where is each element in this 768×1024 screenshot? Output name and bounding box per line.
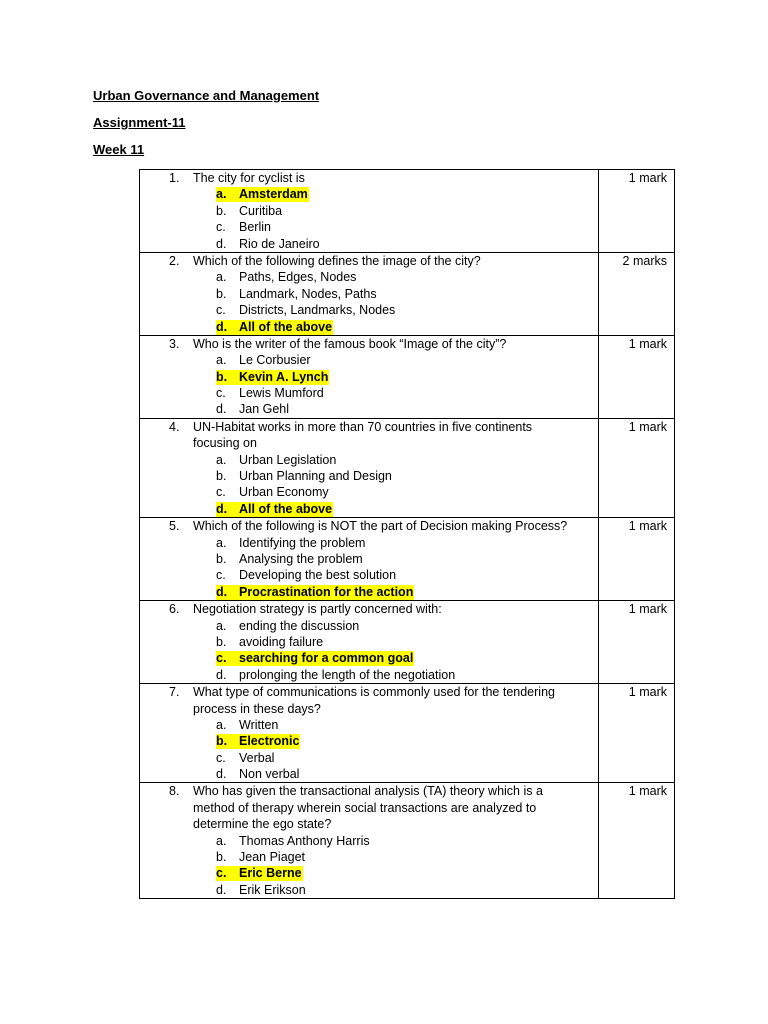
option-text: Analysing the problem xyxy=(239,551,363,566)
question-line xyxy=(140,170,598,186)
option-letter: b. xyxy=(216,369,228,384)
question-line xyxy=(140,419,598,435)
marks-value: 1 mark xyxy=(628,685,667,700)
question-number: 6. xyxy=(169,602,180,617)
week-label: Week 11 xyxy=(93,142,145,157)
question-number: 5. xyxy=(169,519,180,534)
marks-value: 1 mark xyxy=(628,171,667,185)
question-row xyxy=(140,335,675,418)
question-text: Who has given the transactional analysis (TA) theory which is a xyxy=(193,784,543,799)
question-line xyxy=(140,601,598,617)
option-text: Urban Legislation xyxy=(239,452,337,467)
marks-value: 1 mark xyxy=(628,602,667,617)
marks-value: 1 mark xyxy=(628,336,667,351)
question-cell xyxy=(140,518,599,601)
option-line xyxy=(140,567,598,583)
question-line xyxy=(140,684,598,700)
question-number: 8. xyxy=(169,784,180,799)
question-line xyxy=(140,783,598,799)
option-text: Developing the best solution xyxy=(239,568,397,583)
option-text: Procrastination for the action xyxy=(239,584,414,599)
marks-cell xyxy=(599,518,675,601)
option-line xyxy=(140,484,598,500)
option-letter: d. xyxy=(216,236,227,251)
option-line xyxy=(140,551,598,567)
option-letter: c. xyxy=(216,303,226,318)
option-letter: a. xyxy=(216,618,227,633)
option-text: Written xyxy=(239,717,279,732)
option-line xyxy=(140,236,598,252)
option-line xyxy=(140,369,598,385)
option-letter: b. xyxy=(216,551,227,566)
option-text: Berlin xyxy=(239,220,271,235)
option-letter: b. xyxy=(216,850,227,865)
marks-cell xyxy=(599,252,675,335)
option-text: Urban Planning and Design xyxy=(239,469,392,484)
question-line xyxy=(140,800,598,816)
question-cell xyxy=(140,418,599,517)
option-text: Erik Erikson xyxy=(239,882,306,897)
option-line xyxy=(140,865,598,881)
option-line xyxy=(140,733,598,749)
option-line xyxy=(140,468,598,484)
option-text: Kevin A. Lynch xyxy=(239,369,329,384)
option-letter: a. xyxy=(216,717,227,732)
question-row xyxy=(140,518,675,601)
option-text: Curitiba xyxy=(239,203,283,218)
option-text: Districts, Landmarks, Nodes xyxy=(239,303,396,318)
option-line xyxy=(140,750,598,766)
question-line xyxy=(140,518,598,534)
option-text: searching for a common goal xyxy=(239,651,414,666)
option-line xyxy=(140,882,598,898)
option-text: Urban Economy xyxy=(239,485,329,500)
question-text: Negotiation strategy is partly concerned with: xyxy=(193,602,442,617)
option-line xyxy=(140,286,598,302)
option-letter: a. xyxy=(216,353,227,368)
option-line xyxy=(140,584,598,600)
question-cell xyxy=(140,684,599,783)
option-letter: b. xyxy=(216,734,228,749)
option-text: All of the above xyxy=(239,501,333,516)
option-letter: d. xyxy=(216,584,228,599)
option-letter: d. xyxy=(216,667,227,682)
question-cell xyxy=(140,335,599,418)
question-line xyxy=(140,816,598,832)
option-letter: c. xyxy=(216,220,226,235)
assignment-label: Assignment-11 xyxy=(93,115,186,130)
question-cell xyxy=(140,601,599,684)
option-text: Jean Piaget xyxy=(239,850,306,865)
question-number: 7. xyxy=(169,685,180,700)
question-text: process in these days? xyxy=(193,701,321,716)
question-cell xyxy=(140,170,599,253)
marks-value: 1 mark xyxy=(628,519,667,534)
option-line xyxy=(140,219,598,235)
marks-cell xyxy=(599,335,675,418)
option-text: Le Corbusier xyxy=(239,353,311,368)
option-line xyxy=(140,717,598,733)
question-number: 2. xyxy=(169,253,180,268)
option-text: Eric Berne xyxy=(239,866,302,881)
marks-cell xyxy=(599,601,675,684)
option-line xyxy=(140,269,598,285)
option-text: prolonging the length of the negotiation xyxy=(239,667,456,682)
option-line xyxy=(140,618,598,634)
question-text: Who is the writer of the famous book “Image of the city”? xyxy=(193,336,507,351)
option-letter: b. xyxy=(216,469,227,484)
question-number: 1. xyxy=(169,171,180,185)
option-text: Jan Gehl xyxy=(239,402,290,417)
option-text: ending the discussion xyxy=(239,618,360,633)
option-letter: a. xyxy=(216,452,227,467)
option-text: Non verbal xyxy=(239,767,300,782)
question-row xyxy=(140,684,675,783)
option-line xyxy=(140,833,598,849)
question-cell xyxy=(140,252,599,335)
question-text: determine the ego state? xyxy=(193,817,332,832)
option-line xyxy=(140,385,598,401)
marks-cell xyxy=(599,684,675,783)
option-line xyxy=(140,186,598,202)
option-line xyxy=(140,452,598,468)
option-text: Paths, Edges, Nodes xyxy=(239,270,357,285)
option-text: All of the above xyxy=(239,319,333,334)
option-letter: d. xyxy=(216,501,228,516)
question-number: 4. xyxy=(169,419,180,434)
option-line xyxy=(140,634,598,650)
option-text: avoiding failure xyxy=(239,634,324,649)
option-line xyxy=(140,766,598,782)
marks-cell xyxy=(599,418,675,517)
question-text: UN-Habitat works in more than 70 countries in five continents xyxy=(193,419,533,434)
question-text: The city for cyclist is xyxy=(193,171,305,185)
option-letter: c. xyxy=(216,568,226,583)
question-text: method of therapy wherein social transactions are analyzed to xyxy=(193,800,537,815)
option-letter: a. xyxy=(216,833,227,848)
question-row xyxy=(140,252,675,335)
question-text: focusing on xyxy=(193,436,257,451)
marks-value: 1 mark xyxy=(628,784,667,799)
option-letter: d. xyxy=(216,882,227,897)
option-text: Amsterdam xyxy=(239,187,308,202)
option-letter: a. xyxy=(216,187,227,202)
option-letter: d. xyxy=(216,767,227,782)
marks-cell xyxy=(599,170,675,253)
option-letter: b. xyxy=(216,203,227,218)
question-row xyxy=(140,601,675,684)
option-line xyxy=(140,849,598,865)
option-line xyxy=(140,667,598,683)
option-letter: c. xyxy=(216,750,226,765)
question-row xyxy=(140,418,675,517)
option-line xyxy=(140,319,598,335)
option-line xyxy=(140,650,598,666)
question-line xyxy=(140,336,598,352)
option-text: Lewis Mumford xyxy=(239,386,324,401)
question-line xyxy=(140,253,598,269)
option-letter: b. xyxy=(216,634,227,649)
option-letter: a. xyxy=(216,535,227,550)
option-line xyxy=(140,302,598,318)
document-title: Urban Governance and Management xyxy=(93,88,320,103)
question-cell xyxy=(140,783,599,899)
option-line xyxy=(140,352,598,368)
option-letter: d. xyxy=(216,402,227,417)
marks-value: 2 marks xyxy=(622,253,667,268)
option-text: Thomas Anthony Harris xyxy=(239,833,370,848)
option-line xyxy=(140,501,598,517)
option-line xyxy=(140,401,598,417)
option-letter: b. xyxy=(216,286,227,301)
question-text: Which of the following is NOT the part of Decision making Process? xyxy=(193,519,568,534)
option-letter: c. xyxy=(216,386,226,401)
marks-value: 1 mark xyxy=(628,419,667,434)
option-letter: c. xyxy=(216,866,227,881)
question-row xyxy=(140,783,675,899)
option-text: Identifying the problem xyxy=(239,535,366,550)
questions-table xyxy=(139,169,675,899)
option-letter: a. xyxy=(216,270,227,285)
question-line xyxy=(140,701,598,717)
option-text: Landmark, Nodes, Paths xyxy=(239,286,377,301)
question-number: 3. xyxy=(169,336,180,351)
question-text: Which of the following defines the image of the city? xyxy=(193,253,481,268)
option-letter: c. xyxy=(216,485,226,500)
option-line xyxy=(140,535,598,551)
option-text: Rio de Janeiro xyxy=(239,236,320,251)
option-letter: c. xyxy=(216,651,227,666)
option-line xyxy=(140,203,598,219)
option-text: Electronic xyxy=(239,734,300,749)
question-line xyxy=(140,435,598,451)
option-text: Verbal xyxy=(239,750,275,765)
option-letter: d. xyxy=(216,319,228,334)
marks-cell xyxy=(599,783,675,899)
question-text: What type of communications is commonly used for the tendering xyxy=(193,685,555,700)
question-row xyxy=(140,170,675,253)
